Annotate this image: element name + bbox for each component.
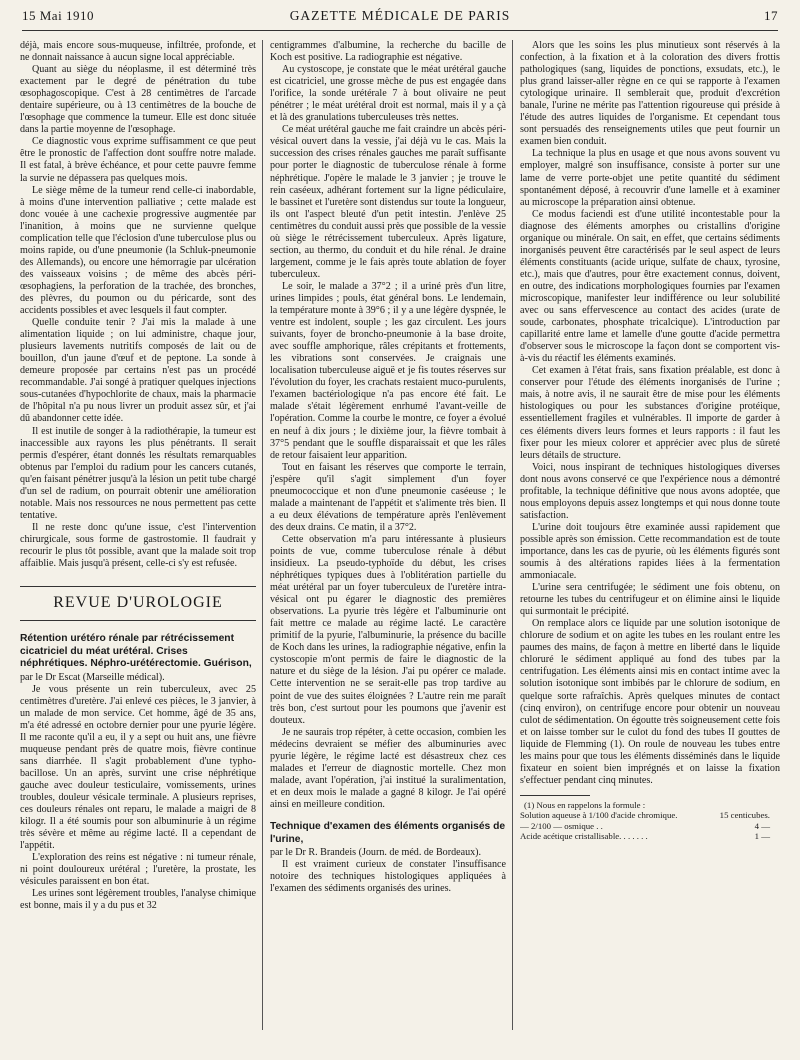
- paragraph: Cet examen à l'état frais, sans fixation préalable, est donc à conserver pour l'étude des éléments inorganisés de l'urine ; mais, à notre avis, il ne saurait être de mise pour les éléments histologiques ou pour les substances d'origine protéique, essentiellement fragiles et vulnérables. Il importe de garder à ces éléments divers leurs formes et leurs rapports : il faut les fixer pour les mieux colorer et apprécier avec plus de sûreté leurs détails de structure.: [520, 365, 780, 461]
- footnote-row-value: 15 centicubes.: [719, 810, 770, 821]
- paragraph: Les urines sont légèrement troubles, l'analyse chimique est bonne, mais il y a du pus et 32: [20, 888, 256, 912]
- paragraph: Il ne reste donc qu'une issue, c'est l'intervention chirurgicale, sous forme de gastrostomie. Il faudrait y recourir le plus tôt possible, avant que la malade soit trop affaiblie. Mais jusqu'à présent, celle-ci s'y est refusée.: [20, 521, 256, 570]
- paragraph: Quant au siège du néoplasme, il est déterminé très exactement par le degré de pénétration du tube œsophagoscopique. C'est à 28 centimètres de l'arcade dentaire supérieure, ou à 13 centimètres de la bouche de l'œsophage que commence la tumeur. Elle est donc située dans la partie moyenne de l'œsophage.: [20, 64, 256, 136]
- page-number: 17: [764, 8, 778, 23]
- paragraph: Alors que les soins les plus minutieux sont réservés à la confection, à la fixation et à la coloration des divers frottis pathologiques (sang, liquides de ponctions, exsudats, etc.), le plus grand laisser-aller règne en ce qui se rapporte à l'examen cytologique urinaire. Il semblerait que, produit d'excrétion banale, l'urine ne mérite pas l'attention rigoureuse qui préside à l'étude des autres liquides de l'organisme. Et cependant tous sont persuadés des renseignements utiles que peut fournir un examen bien conduit.: [520, 40, 780, 148]
- paragraph: On remplace alors ce liquide par une solution isotonique de chlorure de sodium et on agite les tubes en les roulant entre les paumes des mains, de façon à mettre en liberté dans le liquide chloruré le sédiment appliqué au fond des tubes par la centrifugation. Les éléments ainsi mis en contact intime avec la solution isotonique sont imbibés par le chlorure de sodium, en quelque sorte rafraîchis. Après quelques minutes de contact (cinq environ), on centrifuge encore pour obtenir un nouveau culot de sédimentation. On égoutte très soigneusement cette fois et on laisse tomber sur le culot du fond des tubes II gouttes de liquide de Flemming (1). On roule de nouveau les tubes entre les mains pour que tous les éléments disséminés dans le liquide fixateur en soient bien imprégnés et on laisse la fixation s'effectuer pendant cinq minutes.: [520, 618, 780, 786]
- running-header: [22, 8, 778, 28]
- section-rule: [20, 620, 256, 621]
- header-rule: [22, 30, 778, 31]
- footnote-row-label: Acide acétique cristallisable. . . . . . .: [520, 831, 648, 842]
- paragraph: L'urine doit toujours être examinée aussi rapidement que possible après son émission. Cette recommandation est de toute importance, dans les cas de pyurie, où les éléments figurés sont soumis à des altérations rapides liées à la fermentation ammoniacale.: [520, 521, 780, 582]
- footnote-row-value: 1 —: [754, 831, 770, 842]
- paragraph: Ce diagnostic vous exprime suffisamment ce que peut être le pronostic de l'affection dont souffre notre malade. Il est fatal, à brève échéance, et pour cette pauvre femme la survie ne dépassera pas quelques mois.: [20, 136, 256, 184]
- paragraph: Il est vraiment curieux de constater l'insuffisance notoire des techniques histologiques appliquées à l'examen des sédiments organisés des urines.: [270, 859, 506, 895]
- paragraph: Le soir, le malade a 37°2 ; il a uriné près d'un litre, urines limpides ; pouls, état général bons. Le lendemain, la température monte à 39°6 ; il y a une légère dyspnée, le ventre est indolent, souple ; les gaz circulent. Les jours suivants, foyer de broncho-pneumonie à la base droite, avec souffle amphorique, râles crépitants et frottements, les vibrations sont conservées. Je craignais une localisation tuberculeuse aiguë et je fis toutes réserves sur l'évolution du foyer, les crachats restaient muco-purulents, l'examen bactériologique n'a pas encore été fait. Le malade s'était légèrement enrhumé l'avant-veille de l'opération. Comme la courbe le montre, ce foyer a évolué en neuf à dix jours ; le dixième jour, la fièvre tombait à 37°5 pendant que le souffle disparaissait et que les râles de retour faisaient leur apparition.: [270, 280, 506, 461]
- column-middle: [270, 40, 506, 1054]
- footnote-row-value: 4 —: [754, 820, 770, 831]
- paragraph: Quelle conduite tenir ? J'ai mis la malade à une alimentation liquide ; on lui administre, chaque jour, plusieurs lavements nutritifs composés de lait ou de bouillon, d'un jaune d'œuf et de peptone. La sonde à demeure proposée par certains n'est pas un procédé recommandable. J'ai songé à pratiquer quelques injections sous-cutanées d'hypochlorite de chaux, mais la pharmacie de l'hôpital n'a pu nous livrer un produit assez sûr, et j'ai dû abandonner cette idée.: [20, 317, 256, 425]
- paragraph: déjà, mais encore sous-muqueuse, infiltrée, profonde, et ne donnait naissance à aucun signe local appréciable.: [20, 40, 256, 64]
- paragraph: Je ne saurais trop répéter, à cette occasion, combien les médecins devraient se méfier des albuminuries avec pyurie légère, le régime lacté est désastreux chez ces malades et l'erreur de diagnostic mortelle. Chez mon malade, avant l'opération, j'ai institué la suralimentation, et en deux mois le malade a gagné 8 kilogr. Je l'ai opéré ainsi en meilleure condition.: [270, 726, 506, 810]
- footnote-row: [520, 831, 780, 841]
- paragraph: L'urine sera centrifugée; le sédiment une fois obtenu, on retourne les tubes du centrifugeur et on élimine ainsi le liquide qui surmontait le précipité.: [520, 582, 780, 618]
- column-left: [20, 40, 256, 1054]
- column-right: [520, 40, 780, 1054]
- article-byline: par le Dr R. Brandeis (Journ. de méd. de Bordeaux).: [270, 847, 482, 858]
- paragraph: Ce modus faciendi est d'une utilité incontestable pour la diagnose des éléments amorphes ou cristallins d'origine organique ou minérale. On sait, en effet, que certains sédiments inorganisés peuvent être caractérisés par le seul aspect de leurs éléments constituants (acide urique, sulfate de chaux, tyrosine, etc.), mais que d'autres, pour être exactement connus, doivent, en outre, des indications morphologiques fournies par l'examen microscopique, manifester leur indifférence ou leur solubilité avec ou sans effervescence au contact des acides (urate de soude, carbonates, phosphate tricalcique). L'introduction par capillarité entre lame et lamelle d'une goutte d'acide permettra d'observer sous le microscope la façon dont se comportent vis-à-vis du réactif les éléments examinés.: [520, 208, 780, 365]
- section-title: REVUE D'UROLOGIE: [53, 594, 223, 612]
- paragraph: Ce méat urétéral gauche me fait craindre un abcès péri-vésical ouvert dans la vessie, j'ai déjà vu le cas. Mais la succession des crises rénales gauches me paraît suffisante pour porter le diagnostic de tuberculose rénale à forme néphrétique. J'opère le malade le 3 janvier ; je trouve le rein caséeux, adhérant fortement sur la ligne pédiculaire, le bassinet et l'uretère sont distendus sur toute la longueur, ils ont l'aspect bleuté d'un petit intestin. J'enlève 25 centimètres du conduit aussi près que possible de la vessie où siège le rétrécissement tuberculeux. Après ligature, section, au thermo, du conduit et du hile rénal. Je draine largement, comme je le fais après toute ablation de foyer tuberculeux.: [270, 124, 506, 280]
- paragraph: Tout en faisant les réserves que comporte le terrain, j'espère qu'il s'agit simplement d'un foyer pneumococcique et non d'une pneumonie caséeuse ; le malade a maintenant de l'appétit et s'alimente très bien. Il a eu deux élévations de température après l'enlèvement des deux drains. Ce matin, il a 37°2.: [270, 461, 506, 533]
- footnote-title: (1) Nous en rappelons la formule :: [524, 799, 646, 810]
- article-title: Technique d'examen des éléments organisés de l'urine,: [270, 821, 506, 845]
- footnote-row-label: — 2/100 — osmique . .: [520, 820, 603, 831]
- footnote: [520, 800, 780, 842]
- column-divider: [512, 40, 513, 1030]
- column-divider: [262, 40, 263, 1030]
- issue-date: 15 Mai 1910: [22, 8, 94, 23]
- paragraph: Au cystoscope, je constate que le méat urétéral gauche est cicatriciel, une grosse mèche de pus est engagée dans l'orifice, la sonde urétérale 7 à bout olivaire ne peut pénétrer ; le méat urétéral droit est normal, mais il y a çà et là des granulations tuberculeuses très nettes.: [270, 64, 506, 124]
- paragraph: L'exploration des reins est négative : ni tumeur rénale, ni point douloureux urétéral ; l'uretère, la prostate, les vésicules paraissent en bon état.: [20, 852, 256, 888]
- footnote-rule: [520, 795, 590, 796]
- article-byline: par le Dr Escat (Marseille médical).: [20, 671, 165, 683]
- article-title: Rétention urétéro rénale par rétrécissement cicatriciel du méat urétéral. Crises néphrétiques. Néphro-urétérectomie. Guérison,: [20, 633, 252, 670]
- section-rule: [20, 586, 256, 587]
- footnote-row: [520, 821, 780, 831]
- paragraph: Voici, nous inspirant de techniques histologiques diverses dont nous avons conservé ce que l'expérience nous a démontré profitable, la technique définitive que nous avons adoptée, que nous employons depuis assez longtemps et qui nous donne toute satisfaction.: [520, 461, 780, 521]
- paragraph: La technique la plus en usage et que nous avons souvent vu employer, malgré son insuffisance, consiste à porter sur une lame de verre porte-objet une petite quantité du sédiment spontanément déposé, à recouvrir d'une lamelle et à examiner au microscope la préparation ainsi obtenue.: [520, 148, 780, 208]
- footnote-row-label: Solution aqueuse à 1/100 d'acide chromique.: [520, 810, 678, 821]
- footnote-row: [520, 810, 780, 820]
- paragraph: Je vous présente un rein tuberculeux, avec 25 centimètres d'uretère. J'ai enlevé ces pièces, le 3 janvier, à un malade de mon service. Cet homme, âgé de 35 ans, m'a été adressé en octobre dernier pour une pyurie légère. Il me raconte qu'il a eu, il y a sept ou huit ans, une fièvre muqueuse pendant près de quatre mois, fièvre continue sans diarrhée. Il s'agit probablement d'une typho-bacillose. Un an après, survint une crise néphrétique gauche avec douleur testiculaire, vomissements, urines troubles, douleur vésicale terminale. A plusieurs reprises, ces douleurs rénales ont reparu, le malade a maigri de 8 kilogr. Il a été soumis pour son albuminurie à un régime très sévère et même au régime lacté. Il a cependant de l'appétit.: [20, 683, 256, 852]
- paragraph: Il est inutile de songer à la radiothérapie, la tumeur est inaccessible aux rayons les plus pénétrants. Il serait permis d'espérer, étant donnés les résultats remarquables obtenus par l'emploi du radium pour les cancers cutanés, qu'en faisant pénétrer jusqu'à la lésion un petit tube chargé d'un sel de radium, on pourrait obtenir une amélioration notable. Mais nos ressources ne nous permettent pas cette tentative.: [20, 425, 256, 521]
- paragraph: Cette observation m'a paru intéressante à plusieurs points de vue, comme tuberculose rénale à début insidieux. La pseudo-typhoïde du début, les crises néphrétiques typiques dues à l'oblitération partielle du méat urétéral par un foyer tuberculeux de l'uretère intra-vésical ont pu égarer le diagnostic des premières observations. La pyurie très légère et l'albuminurie ont fait mettre ce malade au régime lacté. Le caractère primitif de la pyurie, l'albuminurie, la présence du bacille de Koch dans les urines, la radiographie négative, enfin la cystoscopie m'ont permis de faire le diagnostic de la nature et du siège de la lésion. J'ai pu opérer ce malade. Cette intervention ne se serait-elle pas trop tardive au point de vue des suites éloignées ? L'autre rein me paraît très bon, c'est surtout pour les poumons que j'avenir est douteux.: [270, 533, 506, 726]
- journal-title: GAZETTE MÉDICALE DE PARIS: [289, 8, 511, 23]
- paragraph: Le siège même de la tumeur rend celle-ci inabordable, à moins d'une intervention palliative ; cette malade est donc vouée à une cachexie progressive augmentée par l'inanition, à moins que ne survienne quelque complication telle que l'éclosion d'une tuberculose plus ou moins rapide, ou d'une pneumonie (la Schluk-pneumonie des Allemands), ou encore une hémorragie par ulcération des vaisseaux voisins ; de même des abcès péri-œsophagiens, la perforation de la trachée, des bronches, des plèvres, du poumon ou du péricarde, sont des accidents possibles et avec lesquels il faut compter.: [20, 184, 256, 317]
- paragraph: centigrammes d'albumine, la recherche du bacille de Koch est positive. La radiographie est négative.: [270, 40, 506, 64]
